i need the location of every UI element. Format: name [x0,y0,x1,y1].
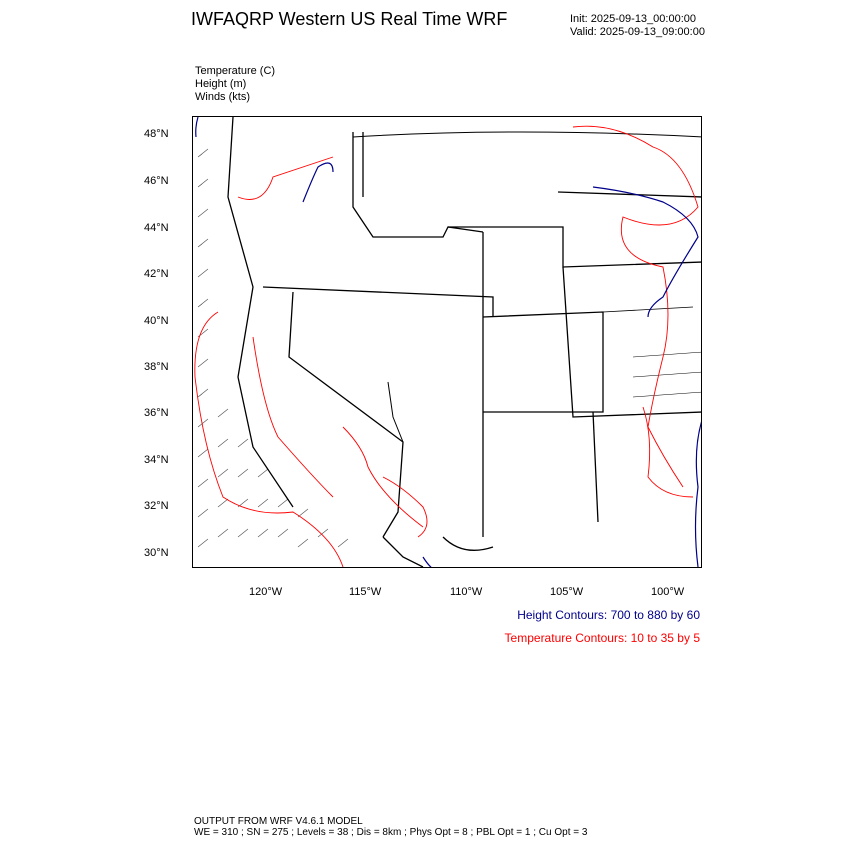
field-temperature: Temperature (C) [195,65,276,77]
temperature-contours [195,126,698,567]
field-legend [195,65,275,104]
map-title: IWFAQRP Western US Real Time WRF [191,9,508,29]
lon-label-100w: 100°W [651,586,685,598]
valid-time: Valid: 2025-09-13_09:00:00 [570,26,705,38]
field-winds: Winds (kts) [195,91,250,103]
lat-label-36n: 36°N [144,407,169,419]
model-version: OUTPUT FROM WRF V4.6.1 MODEL [194,816,363,827]
init-time: Init: 2025-09-13_00:00:00 [570,13,696,25]
map-plot [193,117,702,568]
boundaries [228,117,702,567]
map-panel [192,116,702,568]
height-contours [196,117,702,568]
lat-label-38n: 38°N [144,361,169,373]
model-info [194,816,587,838]
lat-label-42n: 42°N [144,268,169,280]
lat-label-32n: 32°N [144,500,169,512]
lat-label-30n: 30°N [144,547,169,559]
lat-label-48n: 48°N [144,128,169,140]
temperature-contours-legend: Temperature Contours: 10 to 35 by 5 [504,631,700,645]
model-options: WE = 310 ; SN = 275 ; Levels = 38 ; Dis = 8km ; Phys Opt = 8 ; PBL Opt = 1 ; Cu Opt = 3 [194,827,588,838]
lat-label-40n: 40°N [144,315,169,327]
lat-label-44n: 44°N [144,222,169,234]
field-height: Height (m) [195,78,247,90]
lon-label-110w: 110°W [450,586,483,598]
lon-label-120w: 120°W [249,586,283,598]
lat-label-46n: 46°N [144,175,169,187]
lon-label-115w: 115°W [349,586,382,598]
wind-barbs [198,149,348,547]
lon-label-105w: 105°W [550,586,584,598]
height-contours-legend: Height Contours: 700 to 880 by 60 [517,608,700,622]
run-times [570,13,705,39]
lat-label-34n: 34°N [144,454,169,466]
